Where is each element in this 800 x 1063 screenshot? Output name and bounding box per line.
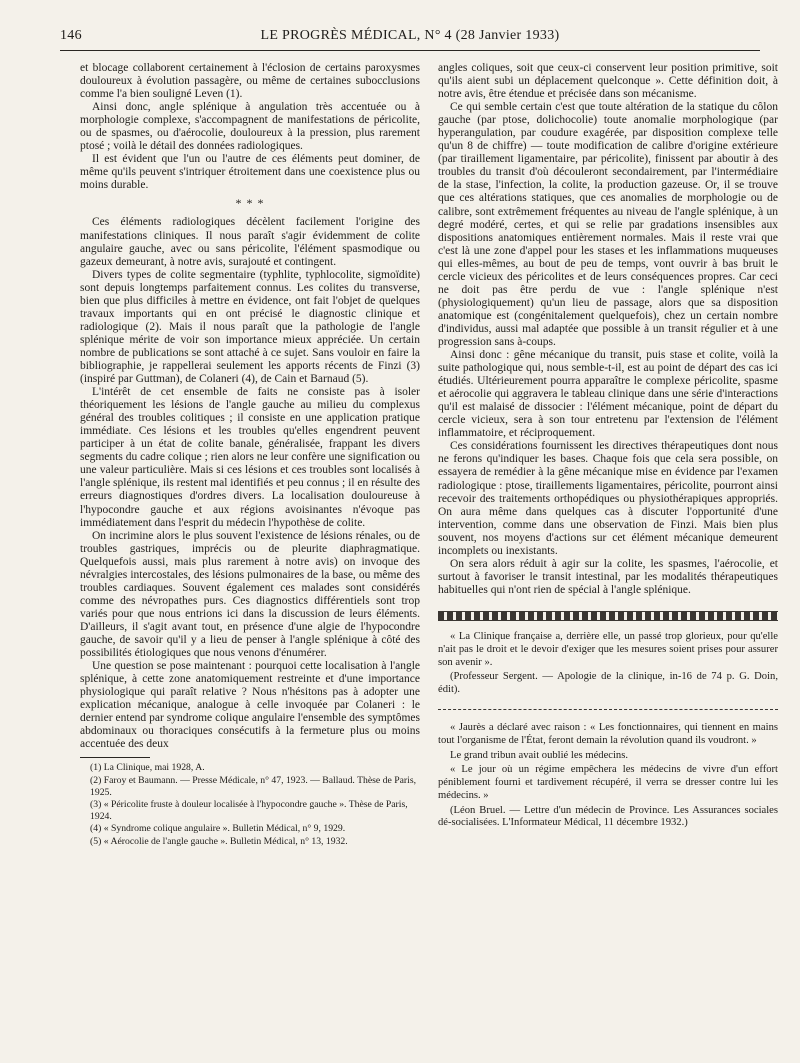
paragraph: et blocage collaborent certainement à l'éclosion de certains paroxysmes douloureux à évolution passagère, ou même de certaines subocclusions comme l'a bien souligné Leven (1).	[80, 62, 420, 101]
quote-text: Le grand tribun avait oublié les médecins.	[450, 749, 628, 761]
paragraph: Une question se pose maintenant : pourquoi cette localisation à l'angle splénique, à cette zone anatomiquement restreinte et d'une importance physiologique qui paraît relative ? Nous n'hésitons pas à adopter une explication mécanique, analogue à celle invoquée par Colaneri : le dernier entend par syndrome colique angulaire l'ensemble des symptômes abdominaux ou thoraciques consécutifs à la fermeture plus ou moins accentuée des deux	[80, 660, 420, 751]
ornamental-divider	[438, 611, 778, 621]
quote-source: (Professeur Sergent. — Apologie de la clinique, in-16 de 74 p. G. Doin, édit).	[438, 671, 778, 696]
paragraph: L'intérêt de cet ensemble de faits ne consiste pas à isoler théoriquement les lésions de l'angle gauche au milieu du complexus général des troubles colitiques ; il consiste en une application pratique immédiate. Ces lésions et les troubles qu'elles engendrent peuvent participer à un état de colite banale, généralisée, frappant les divers segments du cadre colique ; rien alors ne leur confère une signification ou une valeur particulière. Mais si ces lésions et ces troubles sont localisés à l'angle splénique, ils restent mal identifiés et peu connus ; il en résulte des erreurs diagnostiques d'ordres divers. La localisation douloureuse à l'hypocondre gauche et aux régions avoisinantes n'évoque pas immédiatement dans l'esprit du médecin l'hypothèse de colite.	[80, 386, 420, 529]
right-column	[438, 62, 778, 832]
paragraph: Ces éléments radiologiques décèlent facilement l'origine des manifestations cliniques. Il nous paraît s'agir évidemment de colite angulaire gauche, avec ou sans péricolite, l'élément spasmodique ou gazeux demeurant, à notre avis, surajouté et contingent.	[80, 216, 420, 268]
footnote: (4) « Syndrome colique angulaire ». Bulletin Médical, n° 9, 1929.	[90, 823, 346, 835]
paragraph: Ce qui semble certain c'est que toute altération de la statique du côlon gauche (par ptose, dolichocolie) toute anomalie morphologique (par hyperangulation, par coudure exagérée, par disposition complexe telle qu'un 8 de chiffre) — toute modification de calibre d'origine extérieure (par tiraillement ligamentaire, par péricolite), finissent par aboutir à des troubles du transit d'où découleront secondairement, par l'intermédiaire de la stase, l'infection, la colite, la production gazeuse. Or, il se trouve que ces altérations statiques, que ces anomalies de morphologie ou de calibre, sont extrêmement fréquentes au niveau de l'angle splénique, à un degré modéré, certes, et qui se relie par gradations insensibles aux dispositions anatomiques entièrement normales. Mais il reste vrai que c'est là une zone d'appel pour les stases et les inflammations muqueuses qui elles-mêmes, au bout de peu de temps, vont ouvrir à bas bruit le cercle vicieux des péricolites et de leurs conséquences propres. Car ceci ne doit pas être perdu de vue : l'angle splénique n'est (physiologiquement) qu'un lieu de passage, alors que sa disposition anatomique est (congénitalement quelquefois), chez un certain nombre d'individus, aussi mal adaptée que possible à un transit régulier et à une progression sans à-coups.	[438, 101, 778, 348]
journal-title: LE PROGRÈS MÉDICAL, N° 4 (28 Janvier 1933)	[260, 28, 560, 43]
paragraph: angles coliques, soit que ceux-ci conservent leur position primitive, soit qu'ils aient subi un déplacement quelconque ». Cette définition doit, à notre avis, être étendue et précisée dans son mécanisme.	[438, 62, 778, 101]
quote-text: « Le jour où un régime empêchera les médecins de vivre d'un effort péniblement fourni et tardivement récupéré, il verra se dresser contre lui les médecins. »	[438, 764, 778, 801]
quote-bruel	[438, 722, 778, 830]
paragraph: Il est évident que l'un ou l'autre de ces éléments peut dominer, de même qu'ils peuvent s'intriquer étroitement dans une coexistence plus ou moins durable.	[80, 153, 420, 192]
footnote: (3) « Péricolite fruste à douleur localisée à l'hypocondre gauche ». Thèse de Paris, 1924.	[90, 799, 408, 823]
paragraph: On sera alors réduit à agir sur la colite, les spasmes, l'aérocolie, et surtout à favoriser le transit intestinal, par les modalités thérapeutiques habituelles qui n'ont rien de spécial à l'angle splénique.	[438, 557, 778, 596]
paragraph: Ces considérations fournissent les directives thérapeutiques dont nous ne ferons qu'indiquer les bases. Chaque fois que cela sera possible, on essayera de remédier à la gêne mécanique mise en évidence par l'examen radiologique : ptose, tiraillements ligamentaires, péricolite, pourront ainsi recevoir des traitements orthopédiques ou physiothérapiques appropriés. On aura même dans quelques cas à discuter l'opportunité d'une intervention, comme dans une observation de Finzi. Mais bien plus souvent, nos moyens d'actions sur cet élément mécanique demeurent incomplets ou inexistants.	[438, 440, 778, 557]
footnote: (2) Faroy et Baumann. — Presse Médicale, n° 47, 1923. — Ballaud. Thèse de Paris, 1925.	[90, 774, 417, 798]
divider-rule	[438, 709, 778, 710]
page-header	[60, 28, 760, 50]
footnotes	[80, 757, 420, 847]
footnote-rule	[80, 757, 150, 758]
quote-sergent	[438, 631, 778, 697]
header-rule	[60, 50, 760, 51]
page-number: 146	[60, 28, 82, 43]
section-separator: * * *	[235, 196, 265, 211]
footnote: (5) « Aérocolie de l'angle gauche ». Bulletin Médical, n° 13, 1932.	[90, 835, 348, 847]
paragraph: Ainsi donc, angle splénique à angulation très accentuée ou à morphologie complexe, s'accompagnent de manifestations de péricolite, ou de spasmes, ou d'aérocolie, douloureux à la pression, plus rarement ptosé ; voilà le détail des données radiologiques.	[80, 101, 420, 153]
quote-text: « La Clinique française a, derrière elle, un passé trop glorieux, pour qu'elle n'ait pas le droit et le devoir d'exiger que les mesures soient prises pour assurer son avenir ».	[438, 630, 778, 668]
left-column	[80, 62, 420, 848]
quote-text: « Jaurès a déclaré avec raison : « Les fonctionnaires, qui tiennent en mains tout l'organisme de l'État, feront demain la révolution quand ils voudront. »	[438, 721, 778, 746]
paragraph: Ainsi donc : gêne mécanique du transit, puis stase et colite, voilà la suite pathologique qui, nous semble-t-il, est au point de départ des cas ici étudiés. Ultérieurement pourra apparaître le complexe péricolite, spasme et aérocolie qui aggravera le tableau clinique dans une série d'interactions qu'il est malaisé de dissocier : l'élément mécanique, point de départ du cercle vicieux, sera à son tour entretenu par l'extension de l'élément inflammatoire, et réciproquement.	[438, 349, 778, 440]
paragraph: On incrimine alors le plus souvent l'existence de lésions rénales, ou de troubles gastriques, imprécis ou de pleurite diaphragmatique. Quelquefois aussi, mais plus rarement à notre avis) on invoque des névralgies intercostales, des lésions pulmonaires de la base, ou même des troubles cardiaques. Souvent également ces malades sont considérés comme des névropathes purs. Ces diagnostics différentiels sont trop variés pour que nous entrions ici dans la discussion de leurs éléments. D'ailleurs, il s'agit avant tout, en présence d'une algie de l'hypocondre gauche, de savoir qu'il y a lieu de penser à l'angle splénique à côté des possibilités étiologiques que nous venons d'énumérer.	[80, 529, 420, 660]
paragraph: Divers types de colite segmentaire (typhlite, typhlocolite, sigmoïdite) sont depuis longtemps parfaitement connus. Les colites du transverse, bien que plus difficiles à mettre en évidence, ont fait l'objet de quelques travaux importants qui en ont précisé le diagnostic clinique et radiologique (2). Mais il nous paraît que la pathologie de l'angle splénique mérite de voir son importance mieux appréciée. Un certain nombre de publications se sont attaché à ce sujet. Sans vouloir en faire la bibliographie, je rappellerai seulement les apports récents de Finzi (3) (inspiré par Guttman), de Colaneri (4), de Cain et Barnaud (5).	[80, 268, 420, 386]
footnote: (1) La Clinique, mai 1928, A.	[90, 762, 205, 774]
quote-source: (Léon Bruel. — Lettre d'un médecin de Province. Les Assurances sociales dé-socialisées. L'Informateur Médical, 11 décembre 1932.)	[438, 804, 778, 829]
